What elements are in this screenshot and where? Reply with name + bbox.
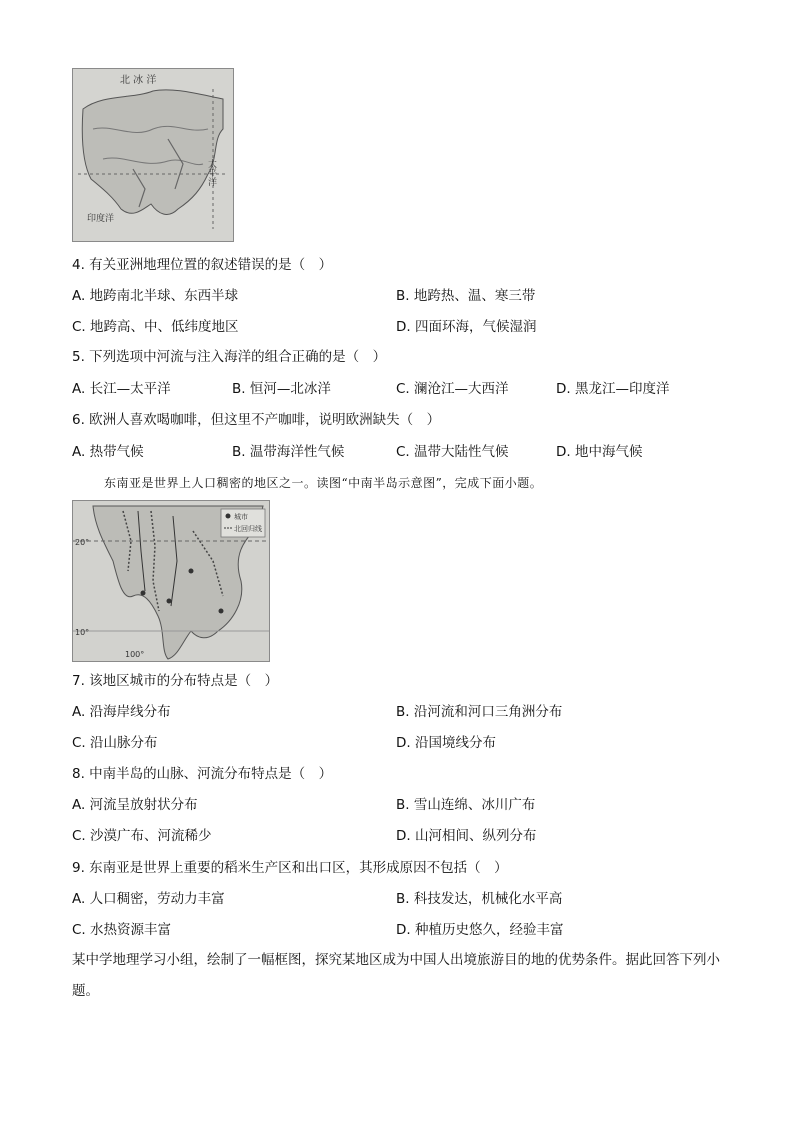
latitude-20-label: 20° [75,538,90,547]
legend-tropic-label: 北回归线 [234,525,262,533]
section-intro: 东南亚是世界上人口稠密的地区之一。读图“中南半岛示意图”，完成下面小题。 [104,476,543,490]
arctic-ocean-label: 北 冰 洋 [120,75,157,86]
q9-option-d: D. 种植历史悠久，经验丰富 [396,922,564,938]
indochina-map [72,500,270,662]
q7-option-c: C. 沿山脉分布 [72,735,158,751]
asia-map-figure [73,69,233,241]
q5-option-b: B. 恒河—北冰洋 [232,381,331,397]
q8-option-a: A. 河流呈放射状分布 [72,797,198,813]
q4-option-d: D. 四面环海，气候湿润 [396,319,537,335]
q4-option-c: C. 地跨高、中、低纬度地区 [72,319,239,335]
question-8-stem: 8. 中南半岛的山脉、河流分布特点是（ ） [72,766,333,782]
q7-option-d: D. 沿国境线分布 [396,735,496,751]
q9-option-c: C. 水热资源丰富 [72,922,172,938]
question-9-stem: 9. 东南亚是世界上重要的稻米生产区和出口区，其形成原因不包括（ ） [72,860,508,876]
q8-option-c: C. 沙漠广布、河流稀少 [72,828,212,844]
q7-option-b: B. 沿河流和河口三角洲分布 [396,704,563,720]
q6-option-c: C. 温带大陆性气候 [396,444,509,460]
question-7-stem: 7. 该地区城市的分布特点是（ ） [72,673,279,689]
question-6-stem: 6. 欧洲人喜欢喝咖啡，但这里不产咖啡，说明欧洲缺失（ ） [72,412,441,428]
asia-map [72,68,234,242]
q6-option-b: B. 温带海洋性气候 [232,444,345,460]
q8-option-b: B. 雪山连绵、冰川广布 [396,797,536,813]
indian-ocean-label: 印度洋 [87,214,115,224]
latitude-10-label: 10° [75,628,90,637]
indochina-map-figure [73,501,269,661]
q8-option-d: D. 山河相间、纵列分布 [396,828,537,844]
longitude-100-label: 100° [125,650,145,659]
closing-paragraph: 某中学地理学习小组，绘制了一幅框图，探究某地区成为中国人出境旅游目的地的优势条件。据此回答下列小题。 [72,952,720,999]
question-5-stem: 5. 下列选项中河流与注入海洋的组合正确的是（ ） [72,349,387,365]
q7-option-a: A. 沿海岸线分布 [72,704,171,720]
pacific-ocean-label: 太平洋 [206,159,216,186]
q5-option-d: D. 黑龙江—印度洋 [556,381,670,397]
question-4-stem: 4. 有关亚洲地理位置的叙述错误的是（ ） [72,257,333,273]
q5-option-a: A. 长江—太平洋 [72,381,171,397]
q6-option-a: A. 热带气候 [72,444,144,460]
q6-option-d: D. 地中海气候 [556,444,643,460]
q4-option-a: A. 地跨南北半球、东西半球 [72,288,239,304]
q4-option-b: B. 地跨热、温、寒三带 [396,288,536,304]
q9-option-a: A. 人口稠密，劳动力丰富 [72,891,225,907]
legend-city-label: 城市 [234,513,248,521]
q9-option-b: B. 科技发达，机械化水平高 [396,891,563,907]
q5-option-c: C. 澜沧江—大西洋 [396,381,509,397]
